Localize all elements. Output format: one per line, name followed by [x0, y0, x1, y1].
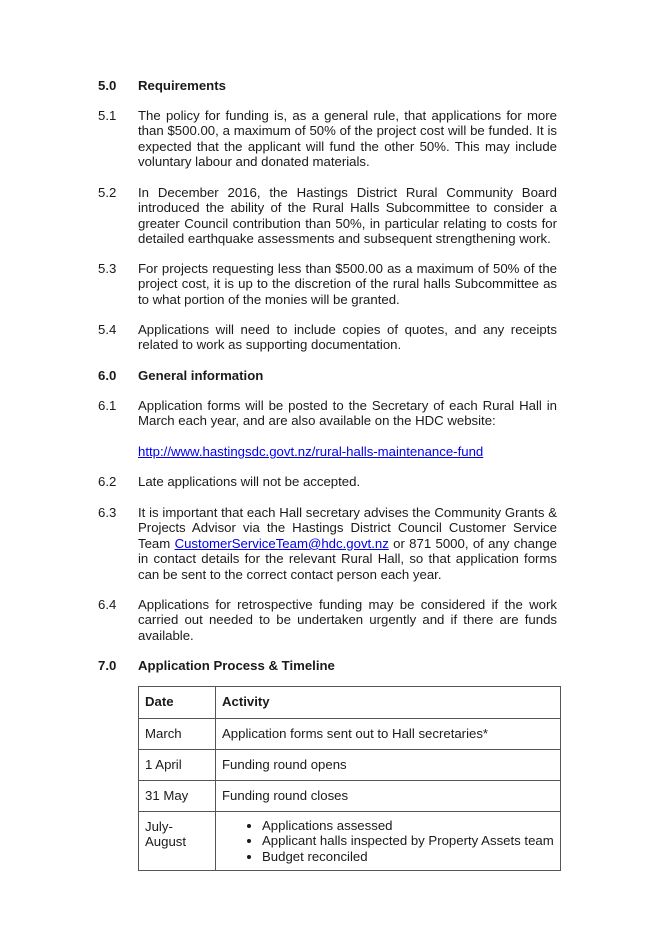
- paragraph-5-3: For projects requesting less than $500.00 as a maximum of 50% of the project cost, it is up to the discretion of the rural halls Subcommittee as to what portion of the monies will be granted.: [138, 261, 557, 307]
- paragraph-number: 5.3: [98, 261, 117, 276]
- paragraph-number: 6.3: [98, 505, 117, 520]
- row-date: [139, 812, 216, 871]
- row-activity: Funding round closes: [216, 781, 561, 812]
- table-row: [139, 719, 561, 750]
- paragraph-number: 6.1: [98, 398, 117, 413]
- website-link-line: [138, 444, 483, 459]
- column-header-date: Date: [139, 687, 216, 719]
- section-number: 6.0: [98, 368, 117, 383]
- paragraph-6-1: Application forms will be posted to the Secretary of each Rural Hall in March each year, and are also available on the HDC website:: [138, 398, 557, 429]
- section-number: 5.0: [98, 78, 117, 93]
- paragraph-5-2: In December 2016, the Hastings District Rural Community Board introduced the ability of the Rural Halls Subcommittee to consider a greater Council contribution than 50%, in particular relating to costs for detailed earthquake assessments and subsequent strengthening work.: [138, 185, 557, 247]
- paragraph-5-1: The policy for funding is, as a general rule, that applications for more than $500.00, a maximum of 50% of the project cost will be funded. It is expected that the applicant will fund the other 50%. This may include voluntary labour and donated materials.: [138, 108, 557, 170]
- section-heading-requirements: Requirements: [138, 78, 226, 93]
- table-header-row: [139, 687, 561, 719]
- paragraph-number: 6.4: [98, 597, 117, 612]
- row-date-line: August: [145, 834, 187, 850]
- table-row: [139, 812, 561, 871]
- hdc-website-link[interactable]: http://www.hastingsdc.govt.nz/rural-halls-maintenance-fund: [138, 444, 484, 459]
- section-number: 7.0: [98, 658, 117, 673]
- row-activity: Funding round opens: [216, 750, 561, 781]
- row-date: 1 April: [139, 750, 216, 781]
- paragraph-number: 5.1: [98, 108, 117, 123]
- paragraph-6-2: Late applications will not be accepted.: [138, 474, 361, 489]
- list-item: • Applications assessed: [262, 818, 554, 833]
- timeline-table: [138, 686, 561, 871]
- section-heading-general-information: General information: [138, 368, 264, 383]
- paragraph-number: 6.2: [98, 474, 117, 489]
- row-date: 31 May: [139, 781, 216, 812]
- paragraph-5-4: Applications will need to include copies of quotes, and any receipts related to work as supporting documentation.: [138, 322, 557, 353]
- row-activity: Application forms sent out to Hall secretaries*: [216, 719, 561, 750]
- section-heading-application-process: Application Process & Timeline: [138, 658, 335, 673]
- list-item: • Applicant halls inspected by Property Assets team: [262, 833, 554, 848]
- activity-bullet-list: [222, 818, 554, 864]
- list-item: • Budget reconciled: [262, 849, 554, 864]
- paragraph-number: 5.2: [98, 185, 117, 200]
- customer-service-email-link[interactable]: CustomerServiceTeam@hdc.govt.nz: [174, 535, 389, 551]
- paragraph-number: 5.4: [98, 322, 117, 337]
- row-activity: [216, 812, 561, 871]
- paragraph-6-3-text-start: It is important that each Hall secretary advises the Community Grants & Projects Advisor via the Hastings District Council Customer Service Team: [138, 505, 557, 551]
- paragraph-6-4: Applications for retrospective funding may be considered if the work carried out needed to be undertaken urgently and if there are funds available.: [138, 597, 557, 643]
- column-header-activity: Activity: [216, 687, 561, 719]
- paragraph-6-3-text-end: or 871 5000, of any change in contact details for the relevant Rural Hall, so that application forms can be sent to the correct contact person each year.: [138, 535, 557, 582]
- table-row: [139, 750, 561, 781]
- row-date: March: [139, 719, 216, 750]
- paragraph-6-3: [138, 505, 557, 582]
- row-date-line: July-: [145, 819, 173, 834]
- table-row: [139, 781, 561, 812]
